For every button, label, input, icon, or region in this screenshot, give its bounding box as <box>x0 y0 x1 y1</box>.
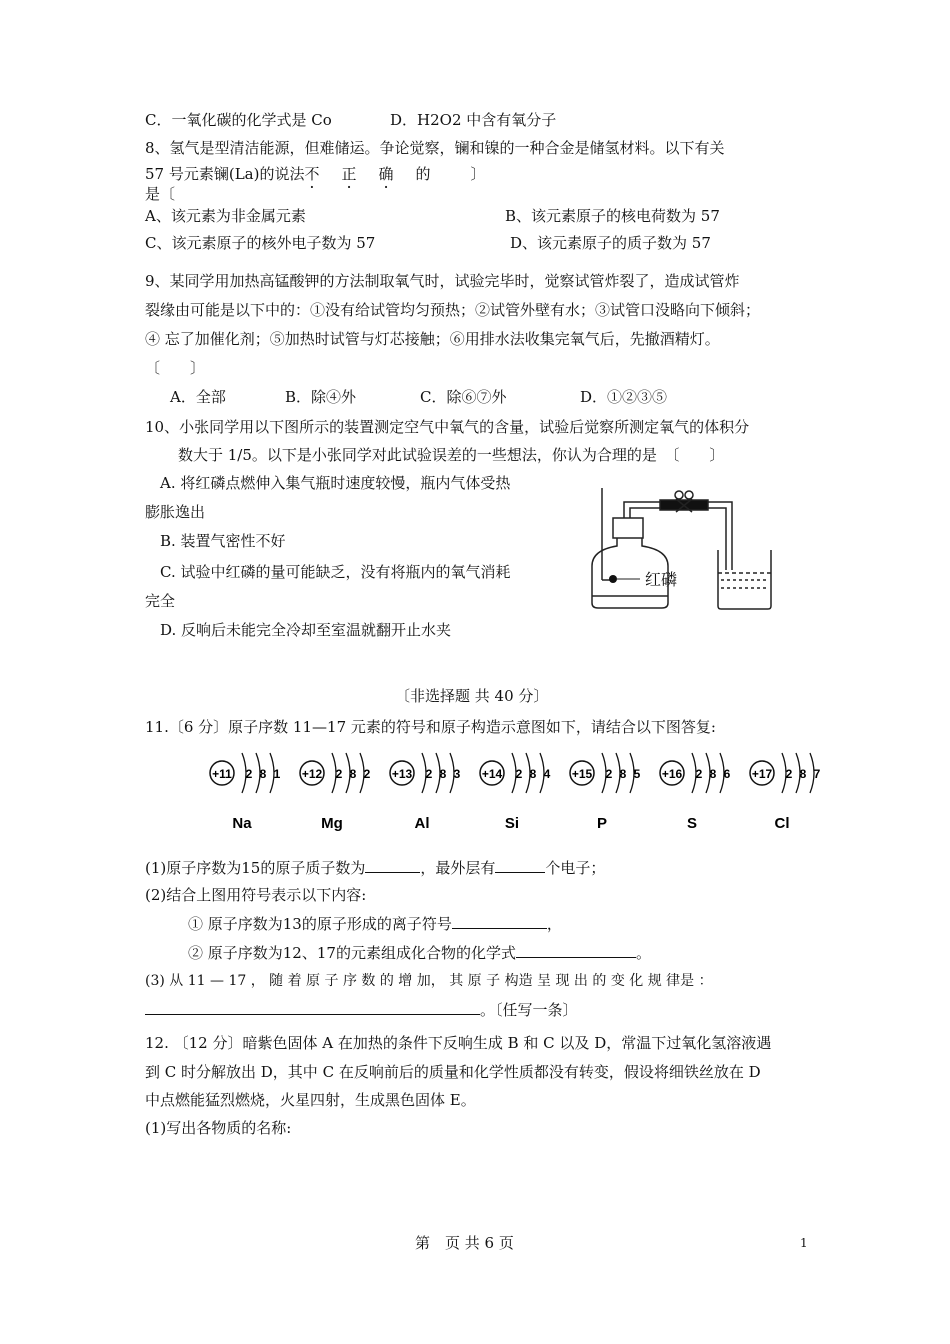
shell-electron-count: 2 <box>695 767 703 781</box>
q11-part1-b: ，最外层有 <box>420 859 496 877</box>
q11-part1 <box>145 858 605 878</box>
element-symbol: P <box>596 815 608 832</box>
q12-stem-line2: 到 C 时分解放出 D，其中 C 在反响前后的质量和化学性质都没有转变，假设将细铁丝放在 D <box>145 1063 761 1081</box>
answer-blank-protons[interactable] <box>365 858 420 873</box>
q11-stem: 11.〔6 分〕原子序数 11—17 元素的符号和原子构造示意图如下，请结合以下图答复: <box>145 718 716 736</box>
shell-electron-count: 4 <box>543 767 551 781</box>
q11-part3: (3) 从 11 — 17 ， 随 着 原 子 序 数 的 增 加， 其 原 子 构造 呈 现 出 的 变 化 规 律是 ： <box>145 973 713 989</box>
q8-option-a: A、该元素为非金属元素 <box>145 207 306 225</box>
shell-electron-count: 2 <box>245 767 253 781</box>
q9-option-d: D．①②③⑤ <box>580 388 668 406</box>
atom-diagram-Na <box>210 753 281 832</box>
q9-stem-line3: ④ 忘了加催化剂；⑤加热时试管与灯芯接触；⑥用排水法收集完氧气后，先撤酒精灯。 <box>145 330 720 348</box>
shell-electron-count: 8 <box>439 767 447 781</box>
q8-option-b: B、该元素原子的核电荷数为 57 <box>505 207 720 225</box>
answer-blank-outer-electrons[interactable] <box>495 858 545 873</box>
atom-diagram-Si <box>480 753 551 832</box>
element-symbol: Cl <box>774 815 790 832</box>
figure-label-red-phosphorus: 红磷 <box>645 570 678 589</box>
q8-stem-line3: 是〔 <box>145 185 176 203</box>
q12-part1: (1)写出各物质的名称: <box>145 1119 292 1137</box>
element-symbol: Na <box>232 815 252 832</box>
q11-part2-item2 <box>188 943 651 963</box>
q10-option-d: D. 反响后未能完全冷却至室温就翻开止水夹 <box>160 621 452 639</box>
q11-part3-answer <box>145 1000 578 1020</box>
q11-part2: (2)结合上图用符号表示以下内容: <box>145 886 367 904</box>
nucleus-charge: +17 <box>751 767 773 781</box>
shell-electron-count: 5 <box>633 767 641 781</box>
q8-option-d: D、该元素原子的质子数为 57 <box>510 234 711 252</box>
shell-electron-count: 2 <box>515 767 523 781</box>
element-symbol: Mg <box>321 815 343 832</box>
q9-answer-bracket: 〔 〕 <box>145 359 206 377</box>
atom-diagram-Cl <box>750 753 821 832</box>
atom-structure-diagrams <box>200 746 821 836</box>
nucleus-charge: +15 <box>571 767 593 781</box>
shell-electron-count: 1 <box>273 767 281 781</box>
shell-electron-count: 8 <box>619 767 627 781</box>
q11-part1-c: 个电子； <box>545 859 606 877</box>
q10-option-c-line2: 完全 <box>145 592 176 610</box>
q8-stem-line2-text: 57 号元素镧(La)的说法 <box>145 165 305 183</box>
element-symbol: Al <box>414 815 430 832</box>
page-number: 1 <box>800 1236 808 1250</box>
emph-char-1: 不 <box>304 165 320 183</box>
red-phosphorus-dot <box>609 575 617 583</box>
q12-stem-line1: 12. 〔12 分〕暗紫色固体 A 在加热的条件下反响生成 B 和 C 以及 D，常温下过氧化氢溶液遇 <box>145 1034 772 1052</box>
shell-electron-count: 7 <box>813 767 821 781</box>
atom-diagram-Mg <box>300 753 371 832</box>
shell-electron-count: 8 <box>709 767 717 781</box>
bracket-close: 〕 <box>470 165 486 183</box>
q12-stem-line3: 中点燃能猛烈燃烧，火星四射，生成黑色固体 E。 <box>145 1091 476 1109</box>
shell-electron-count: 8 <box>349 767 357 781</box>
q11-part2-item2-text: ② 原子序数为12、17的元素组成化合物的化学式 <box>188 944 516 962</box>
answer-blank-ion-symbol[interactable] <box>452 914 547 929</box>
q9-option-a: A．全部 <box>170 388 226 406</box>
shell-electron-count: 2 <box>335 767 343 781</box>
q7-option-d: D．H2O2 中含有氧分子 <box>390 111 557 129</box>
shell-electron-count: 8 <box>259 767 267 781</box>
nucleus-charge: +16 <box>661 767 683 781</box>
section-header: 〔非选择题 共 40 分〕 <box>395 687 549 705</box>
shell-electron-count: 2 <box>785 767 793 781</box>
shell-electron-count: 2 <box>425 767 433 781</box>
q10-stem-line1: 10、小张同学用以下图所示的装置测定空气中氧气的含量，试验后觉察所测定氧气的体积分 <box>145 418 750 436</box>
q9-option-c: C．除⑥⑦外 <box>420 388 507 406</box>
emph-char-3: 确 <box>378 165 394 183</box>
apparatus-figure <box>580 488 785 613</box>
nucleus-charge: +13 <box>391 767 413 781</box>
q11-part3-end: 。〔任写一条〕 <box>480 1001 578 1019</box>
q11-part2-item1-text: ① 原子序数为13的原子形成的离子符号 <box>188 915 452 933</box>
nucleus-charge: +12 <box>301 767 323 781</box>
shell-electron-count: 3 <box>453 767 461 781</box>
q10-option-b: B. 装置气密性不好 <box>160 532 286 550</box>
q11-part2-item2-end: 。 <box>635 944 651 962</box>
q11-part2-item1-end: ， <box>546 915 562 933</box>
q11-part2-item1 <box>188 914 562 934</box>
q8-option-c: C、该元素原子的核外电子数为 57 <box>145 234 376 252</box>
q10-option-c-line1: C. 试验中红磷的量可能缺乏，没有将瓶内的氧气消耗 <box>160 563 511 581</box>
atom-diagram-Al <box>390 753 461 832</box>
answer-blank-formula[interactable] <box>516 943 636 958</box>
q7-option-c: C．一氧化碳的化学式是 Co <box>145 111 332 129</box>
shell-electron-count: 2 <box>605 767 613 781</box>
q9-stem-line1: 9、某同学用加热高锰酸钾的方法制取氧气时，试验完毕时，觉察试管炸裂了，造成试管炸 <box>145 272 740 290</box>
q11-part1-a: (1)原子序数为15的原子质子数为 <box>145 859 366 877</box>
atom-diagrams-svg <box>200 746 821 836</box>
element-symbol: S <box>686 815 698 832</box>
nucleus-charge: +11 <box>212 767 232 781</box>
q10-option-a-line1: A. 将红磷点燃伸入集气瓶时速度较慢，瓶内气体受热 <box>160 474 511 492</box>
emph-char-4: 的 <box>415 165 431 183</box>
atom-diagram-S <box>660 753 731 832</box>
q8-stem-line2 <box>145 164 486 184</box>
q9-option-b: B．除④外 <box>285 388 357 406</box>
element-symbol: Si <box>504 815 520 832</box>
shell-electron-count: 2 <box>363 767 371 781</box>
atom-diagram-P <box>570 753 641 832</box>
nucleus-charge: +14 <box>481 767 503 781</box>
shell-electron-count: 8 <box>799 767 807 781</box>
page-footer: 第 页 共 6 页 <box>415 1234 514 1252</box>
q10-option-a-line2: 膨胀逸出 <box>145 503 206 521</box>
shell-electron-count: 6 <box>723 767 731 781</box>
answer-blank-trend[interactable] <box>145 1000 480 1015</box>
q9-stem-line2: 裂缘由可能是以下中的：①没有给试管均匀预热；②试管外壁有水；③试管口没略向下倾斜； <box>145 301 761 319</box>
q10-stem-line2: 数大于 1/5。以下是小张同学对此试验误差的一些想法，你认为合理的是 〔 〕 <box>178 446 725 464</box>
shell-electron-count: 8 <box>529 767 537 781</box>
emph-char-2: 正 <box>341 165 357 183</box>
q8-stem-line1: 8、氢气是型清洁能源，但难储运。争论觉察，镧和镍的一种合金是储氢材料。以下有关 <box>145 139 725 157</box>
